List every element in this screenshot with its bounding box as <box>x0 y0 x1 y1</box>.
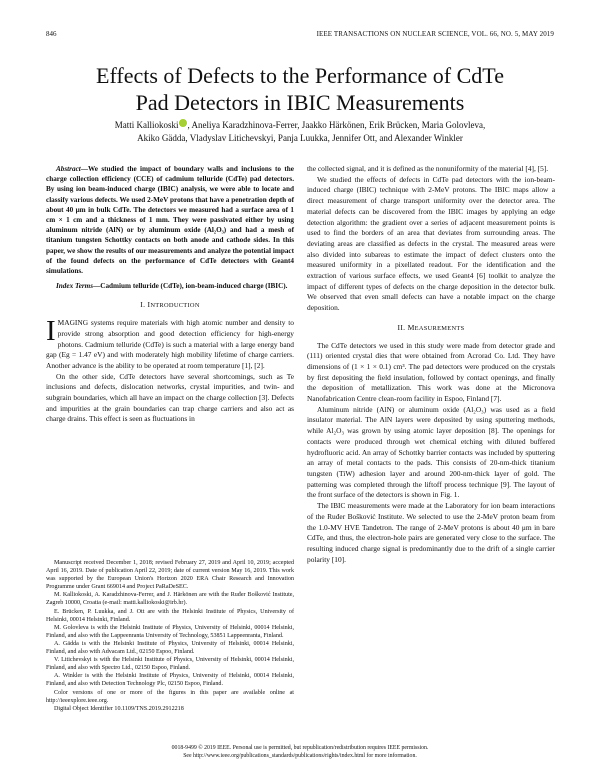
drop-cap: I <box>46 315 56 348</box>
footnote: M. Kalliokoski, A. Karadzhinova-Ferrer, and J. Härkönen are with the Ruđer Bošković Institute, Zagreb 10000, Croatia (e-mail: matti.kalliokoski@irb.hr). <box>46 592 294 607</box>
left-column <box>46 164 294 425</box>
title-line-2: Pad Detectors in IBIC Measurements <box>135 90 465 115</box>
journal-header: IEEE TRANSACTIONS ON NUCLEAR SCIENCE, VOL. 66, NO. 5, MAY 2019 <box>316 30 554 38</box>
index-terms <box>46 281 294 291</box>
footnote-doi: Digital Object Identifier 10.1109/TNS.2019.2912218 <box>54 705 184 712</box>
abstract-text: —We studied the impact of boundary walls and inclusions to the charge collection efficiency (CCE) of cadmium telluride (CdTe) pad detectors. By using ion beam-induced charge (IBIC) analysis, we were able to locate and classify various defects. We used 2-MeV protons that have a penetration depth of about 40 μm in bulk CdTe. The detectors we measured had a surface area of 1 cm × 1 cm and a thickness of 1 mm. They were passivated either by using aluminum nitride (AlN) or by aluminum oxide (Al₂O₃) and had a mesh of titanium tungsten Schottky contacts on both anode and cathode sides. In this paper, we show the results of our measurements and analyze the potential impact of the found defects on the performance of CdTe detectors with Geant4 simulations. <box>46 165 294 276</box>
author-list <box>60 119 540 144</box>
footnotes <box>46 559 294 713</box>
measurements-paragraph-3: The IBIC measurements were made at the Laboratory for ion beam interactions of the Ruđer Bošković Institute. We selected to use the 2-MeV proton beam from the 1.0-MV HVE Tandetron. The range of 2-MeV protons is about 40 μm in bare CdTe, and thus, the electron-hole pairs are generated very close to the surface. The resulting induced charge signal is predominantly due to the drift of a single carrier polarity [10]. <box>307 501 555 564</box>
footnote: M. Golovleva is with the Helsinki Institute of Physics, University of Helsinki, 00014 Helsinki, Finland, and also with the Lappeenranta University of Technology, 53851 Lappeenranta, Finland. <box>46 624 294 639</box>
right-column <box>307 164 555 565</box>
author-first: Matti Kalliokoski <box>114 120 179 130</box>
footnote: V. Litichevskyi is with the Helsinki Institute of Physics, University of Helsinki, 00014 Helsinki, Finland, and also with Spectro Ltd., 02150 Espoo, Finland. <box>46 657 294 672</box>
running-header <box>46 30 554 42</box>
section-heading-introduction: I. INTRODUCTION <box>140 300 200 310</box>
copyright-line-1: 0018-9499 © 2019 IEEE. Personal use is permitted, but republication/redistribution requires IEEE permission. <box>171 745 429 751</box>
footnote: A. Winkler is with the Helsinki Institute of Physics, University of Helsinki, 00014 Helsinki, Finland, and also with Detection Technology Plc, 02150 Espoo, Finland. <box>46 673 294 688</box>
index-terms-text: —Cadmium telluride (CdTe), ion-beam-induced charge (IBIC). <box>93 282 288 291</box>
copyright-line-2: See http://www.ieee.org/publications_standards/publications/rights/index.html for more information. <box>183 753 417 759</box>
intro-paragraph-1: IMAGING systems require materials with high atomic number and density to provide strong absorption and good detection efficiency for high-energy photons. Cadmium telluride (CdTe) is such a material with a large energy band gap (Eg = 1.47 eV) and with moderately high mobility lifetime of charge carriers. Another advance is the ability to be operated at room temperature [1], [2]. <box>46 315 294 370</box>
footnote: Manuscript received December 1, 2018; revised February 27, 2019 and April 10, 2019; accepted April 16, 2019. Date of publication April 22, 2019; date of current version May 16, 2019. This work was supported by the European Union's Horizon 2020 ERA Chair Research and Innovation Programme under Grant 669014 and Project PaRaDeSEC. <box>46 560 294 591</box>
index-terms-label: Index Terms <box>56 282 94 291</box>
paper-title <box>40 62 560 116</box>
abstract-label: Abstract <box>56 165 81 173</box>
page-number: 846 <box>46 30 57 38</box>
title-line-1: Effects of Defects to the Performance of CdTe <box>96 63 504 88</box>
footnote: E. Brücken, P. Luukka, and J. Ott are with the Helsinki Institute of Physics, University of Helsinki, 00014 Helsinki, Finland. <box>46 608 294 623</box>
copyright-notice <box>60 744 540 760</box>
intro-continuation: the collected signal, and it is defined as the nonuniformity of the material [4], [5]. <box>307 164 549 173</box>
footnote: A. Gädda is with the Helsinki Institute of Physics, University of Helsinki, 00014 Helsinki, Finland, and also with Advacam Ltd., 02150 Espoo, Finland. <box>46 640 294 656</box>
author-rest-line-1: , Aneliya Karadzhinova-Ferrer, Jaakko Härkönen, Erik Brücken, Maria Golovleva, <box>187 120 486 130</box>
abstract <box>46 164 294 276</box>
measurements-paragraph-1: The CdTe detectors we used in this study were made from detector grade and (111) oriented crystal dies that were obtained from Acrorad Co. Ltd. They have dimensions of (1 × 1 × 0.1) cm³. The pad detectors were produced on the crystals by first depositing the field insulation, followed by contact openings, and finally the deposition of metallization. This work was done at the Micronova Nanofabrication Centre clean-room facility in Espoo, Finland [7]. <box>307 340 555 404</box>
measurements-paragraph-2: Aluminum nitride (AlN) or aluminum oxide (Al₂O₃) was used as a field insulator material. The AlN layers were deposited by using sputtering methods, while Al₂O₃ was grown by using atomic layer deposition [8]. The openings for contacts were produced through wet chemical etching with diluted buffered hydrofluoric acid. An array of Schottky barrier contacts was included by sputtering an array of metal contacts to the pads. This consists of 20-nm-thick titanium tungsten (TiW) adhesion layer and around 200-nm-thick layer of gold. The patterning was completed through the liftoff process technique [9]. The layout of the front surface of the detectors is shown in Fig. 1. <box>307 404 555 500</box>
footnote: Color versions of one or more of the figures in this paper are available online at http://ieeexplore.ieee.org. <box>46 689 294 704</box>
section-heading-measurements: II. MEASUREMENTS <box>397 322 465 332</box>
intro-paragraph-2: On the other side, CdTe detectors have several shortcomings, such as Te inclusions and defects, dislocation networks, crystal impurities, and twin- and subgrain boundaries, which all have an impact on the charge collection [3]. Defects and impurities at the grain boundaries can trap charge carriers and also act as charge drains. This effect is seen as fluctuations in <box>46 371 294 424</box>
author-line-2: Akiko Gädda, Vladyslav Litichevskyi, Panja Luukka, Jennifer Ott, and Alexander Winkler <box>137 132 463 143</box>
intro-paragraph-3: We studied the effects of defects in CdTe pad detectors with the ion-beam-induced charge (IBIC) technique with 2-MeV protons. The IBIC maps allow a direct measurement of charge transport uniformity over the detector area. The material defects can be discovered from the IBIC images by applying an edge detection algorithm: the gradient over a series of adjacent measurement points is used to find the borders of an area that deviates from surrounding areas. The deviating areas are classified as defects in the crystal. The measured areas were also divided into subareas to estimate the impact of defect clusters onto the measured uniformity in a pixellated readout. For the identification and the extraction of various surface effects, we used Geant4 [6] toolkit to analyze the impact of different types of defects on the charge deposition in the detector bulk. We observed that even small defects can have a notable impact on the charge deposition. <box>307 174 555 313</box>
